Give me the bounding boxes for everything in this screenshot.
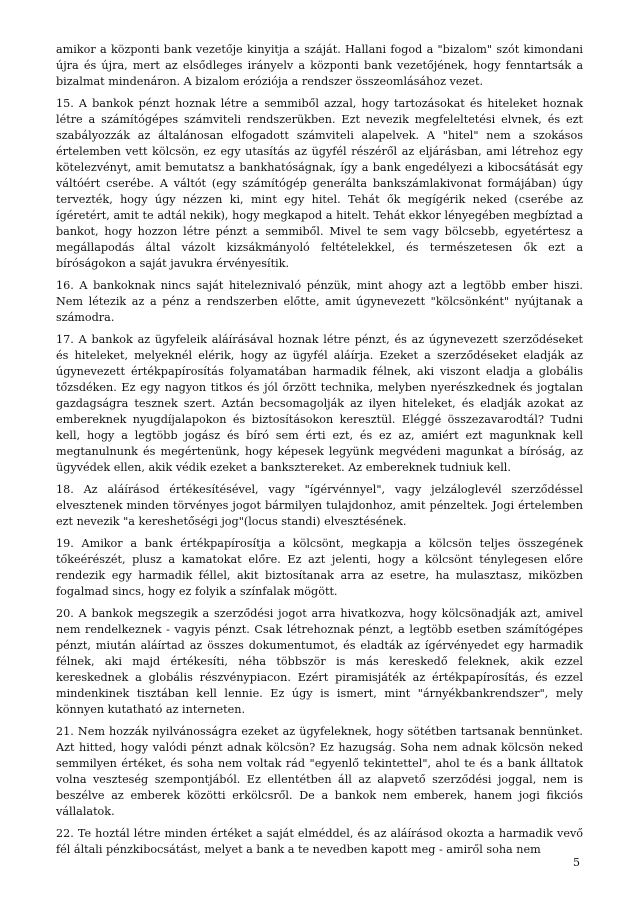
body-text bbox=[56, 42, 583, 864]
paragraph-16: 16. A bankoknak nincs saját hiteleznivaló pénzük, mint ahogy azt a legtöbb ember hiszi. Nem létezik az a pénz a rendszerben előtte, amit úgynevezett "kölcsönként" nyújtanak a számodra. bbox=[56, 279, 583, 324]
paragraph-17: 17. A bankok az ügyfeleik aláírásával hoznak létre pénzt, és az úgynevezett szerződéseket és hiteleket, melyeknél elérik, hogy az ügyfél aláírja. Ezeket a szerződéseket eladják az úgynevezett értékpapírosítás folyamatában harmadik félnek, aki viszont eladja a globális tőzsdéken. Ez egy nagyon titkos és jól őrzött technika, melyben nyerészkednek és jogtalan gazdagságra tesznek szert. Aztán becsomagolják az ilyen hiteleket, és eladják azokat az embereknek nyugdíjalapokon és biztosításokon keresztül. Eléggé összezavarodtál? Tudni kell, hogy a legtöbb jogász és bíró sem érti ezt, és ez az, amiért ezt magunknak kell megtanulnunk és megértenünk, hogy képesek legyünk megvédeni magunkat a bíróság, az ügyvédek ellen, akik védik ezeket a banksztereket. Az embereknek tudniuk kell. bbox=[56, 333, 583, 474]
page-number: 5 bbox=[573, 856, 580, 869]
paragraph-15: 15. A bankok pénzt hoznak létre a semmiből azzal, hogy tartozásokat és hiteleket hoznak létre a számítógépes számviteli rendszerükben. Ezt nevezik megfeleltetési elvnek, és ezt szabályozzák az általánosan elfogadott számviteli alapelvek. A "hitel" nem a szokásos értelemben vett kölcsön, ez egy utasítás az ügyfél részéről az eljárásban, ami létrehoz egy kötelezvényt, amit bemutatsz a bankhatóságnak, így a bank engedélyezi a kibocsátását egy váltóért cserébe. A váltót (egy számítógép generálta bankszámlakivonat formájában) úgy tervezték, hogy úgy nézzen ki, mint egy hitel. Tehát ők megígérik neked (cserébe az ígéretért, amit te adtál nekik), hogy megkapod a hitelt. Tehát ekkor lényegében megbíztad a bankot, hogy hozzon létre pénzt a semmiből. Mivel te sem vagy bölcsebb, egyetértesz a megállapodás által vázolt kizsákmányoló feltételekkel, és természetesen ők ezt a bíróságokon a saját javukra érvényesítik. bbox=[56, 97, 583, 270]
paragraph-intro: amikor a központi bank vezetője kinyitja a száját. Hallani fogod a "bizalom" szót kimondani újra és újra, mert az elsődleges irányelv a központi bank vezetőjének, hogy fenntartsák a bizalmat mindenáron. A bizalom eróziója a rendszer összeomlásához vezet. bbox=[56, 43, 583, 88]
paragraph-19: 19. Amikor a bank értékpapírosítja a kölcsönt, megkapja a kölcsön teljes összegének tőkeérészét, plusz a kamatokat előre. Ez azt jelenti, hogy a kölcsönt ténylegesen előre rendezik egy harmadik féllel, akit biztosítanak arra az esetre, ha mulasztasz, miközben fogalmad sincs, hogy ez folyik a színfalak mögött. bbox=[56, 537, 583, 598]
paragraph-22: 22. Te hoztál létre minden értéket a saját elméddel, és az aláírásod okozta a harmadik vevő fél általi pénzkibocsátást, melyet a bank a te nevedben kapott meg - amiről soha nem bbox=[56, 827, 583, 856]
paragraph-18: 18. Az aláírásod értékesítésével, vagy "ígérvénnyel", vagy jelzáloglevél szerződéssel elvesztenek minden törvényes jogot bármilyen tulajdonhoz, amit pénzeltek. Jogi értelemben ezt nevezik "a kereshetőségi jog"(locus standi) elvesztésének. bbox=[56, 483, 583, 528]
paragraph-21: 21. Nem hozzák nyilvánosságra ezeket az ügyfeleknek, hogy sötétben tartsanak bennünket. Azt hitted, hogy valódi pénzt adnak kölcsön? Ez hazugság. Soha nem adnak kölcsön neked semmilyen értéket, és soha nem voltak rád "egyenlő tekintettel", ahol te és a bank álltatok volna veszteség szempontjából. Ez ellentétben áll az alapvető szerződési joggal, nem is beszélve az emberek közötti erkölcsről. De a bankok nem emberek, hanem jogi fikciós vállalatok. bbox=[56, 725, 583, 818]
paragraph-20: 20. A bankok megszegik a szerződési jogot arra hivatkozva, hogy kölcsönadják azt, amivel nem rendelkeznek - vagyis pénzt. Csak létrehoznak pénzt, a legtöbb esetben számítógépes pénzt, miután aláírtad az összes dokumentumot, és eladták az ígérvényedet egy harmadik félnek, aki majd értékesíti, néha többször is más kereskedő feleknek, akik ezzel kereskednek a globális részvénypiacon. Ezért piramisjáték az értékpapírosítás, és ezzel mindenkinek tisztában kell lennie. Ez úgy is ismert, mint "árnyékbankrendszer", mely könnyen kutatható az interneten. bbox=[56, 607, 583, 716]
